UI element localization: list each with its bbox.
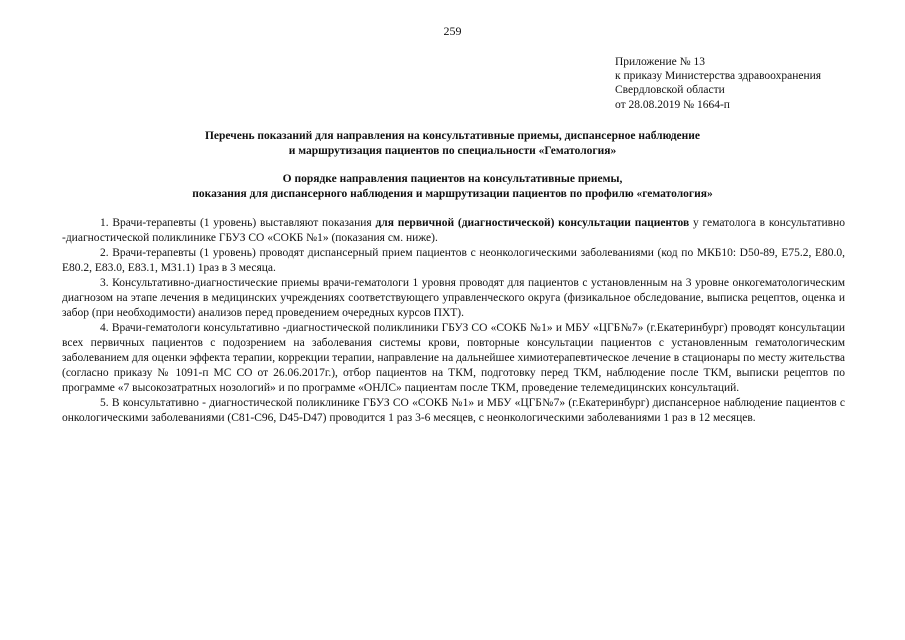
paragraph-5: 5. В консультативно - диагностической поликлинике ГБУЗ СО «СОКБ №1» и МБУ «ЦГБ№7» (г.Екатеринбург) диспансерное наблюдение пациентов с онкологическими заболеваниями (С81-С96, D45-D47) проводится 1 раз 3-6 месяцев, с неонкологическими заболеваниями 1 раз в 12 месяцев. [62,397,845,424]
document-body [62,216,845,426]
document-title [0,129,905,159]
paragraph-2: 2. Врачи-терапевты (1 уровень) проводят диспансерный прием пациентов с неонкологическими заболеваниями (код по МКБ10: D50-89, Е75.2, Е80.0, Е80.2, Е83.0, Е83.1, М31.1) 1раз в 3 месяца. [62,247,845,274]
paragraph-1-start: 1. Врачи-терапевты (1 уровень) выставляют показания [100,217,376,229]
paragraph-4: 4. Врачи-гематологи консультативно -диагностической поликлиники ГБУЗ СО «СОКБ №1» и МБУ «ЦГБ№7» (г.Екатеринбург) проводят консультации всех первичных пациентов с подозрением на заболевания системы крови, повторные консультации пациентов с установленным гематологическим заболеванием для оценки эффекта терапии, коррекции терапии, направление на дальнейшее химиотерапевтическое лечение в стационары по месту жительства (согласно приказу № 1091-п МС СО от 26.06.2017г.), отбор пациентов на ТКМ, подготовку перед ТКМ, наблюдение после ТКМ, выписки рецептов по программе «7 высокозатратных нозологий» и по программе «ОНЛС» пациентам после ТКМ, проведение телемедицинских консультаций. [62,322,845,394]
appendix-block [615,55,875,112]
section-title-line: О порядке направления пациентов на консультативные приемы, [282,173,623,185]
appendix-line: Приложение № 13 [615,56,705,68]
appendix-line: от 28.08.2019 № 1664-п [615,98,730,111]
paragraph-1-end: у гематолога в консультативно -диагностической поликлинике ГБУЗ СО «СОКБ №1» (показания см. ниже). [62,217,845,244]
appendix-line: Свердловской области [615,84,725,97]
paragraph-1 [62,216,845,246]
paragraph-3: 3. Консультативно-диагностические приемы врачи-гематологи 1 уровня проводят для пациентов с установленным на 3 уровне онкогематологическим диагнозом на этапе лечения в медицинских учреждениях соответствующего управленческого округа (физикальное обследование, выписка рецептов, оценка и забор (при необходимости) анализов перед проведением очередных курсов ПХТ). [62,277,845,319]
section-title-line: показания для диспансерного наблюдения и маршрутизации пациентов по профилю «гематология» [192,188,713,200]
section-title [0,172,905,202]
page-number: 259 [443,24,462,38]
document-title-line: Перечень показаний для направления на консультативные приемы, диспансерное наблюдение [204,130,701,142]
document-title-line: и маршрутизация пациентов по специальности «Гематология» [288,145,617,157]
appendix-line: к приказу Министерства здравоохранения [615,70,822,83]
paragraph-1-bold-phrase: для первичной (диагностической) консультации пациентов [375,217,690,229]
